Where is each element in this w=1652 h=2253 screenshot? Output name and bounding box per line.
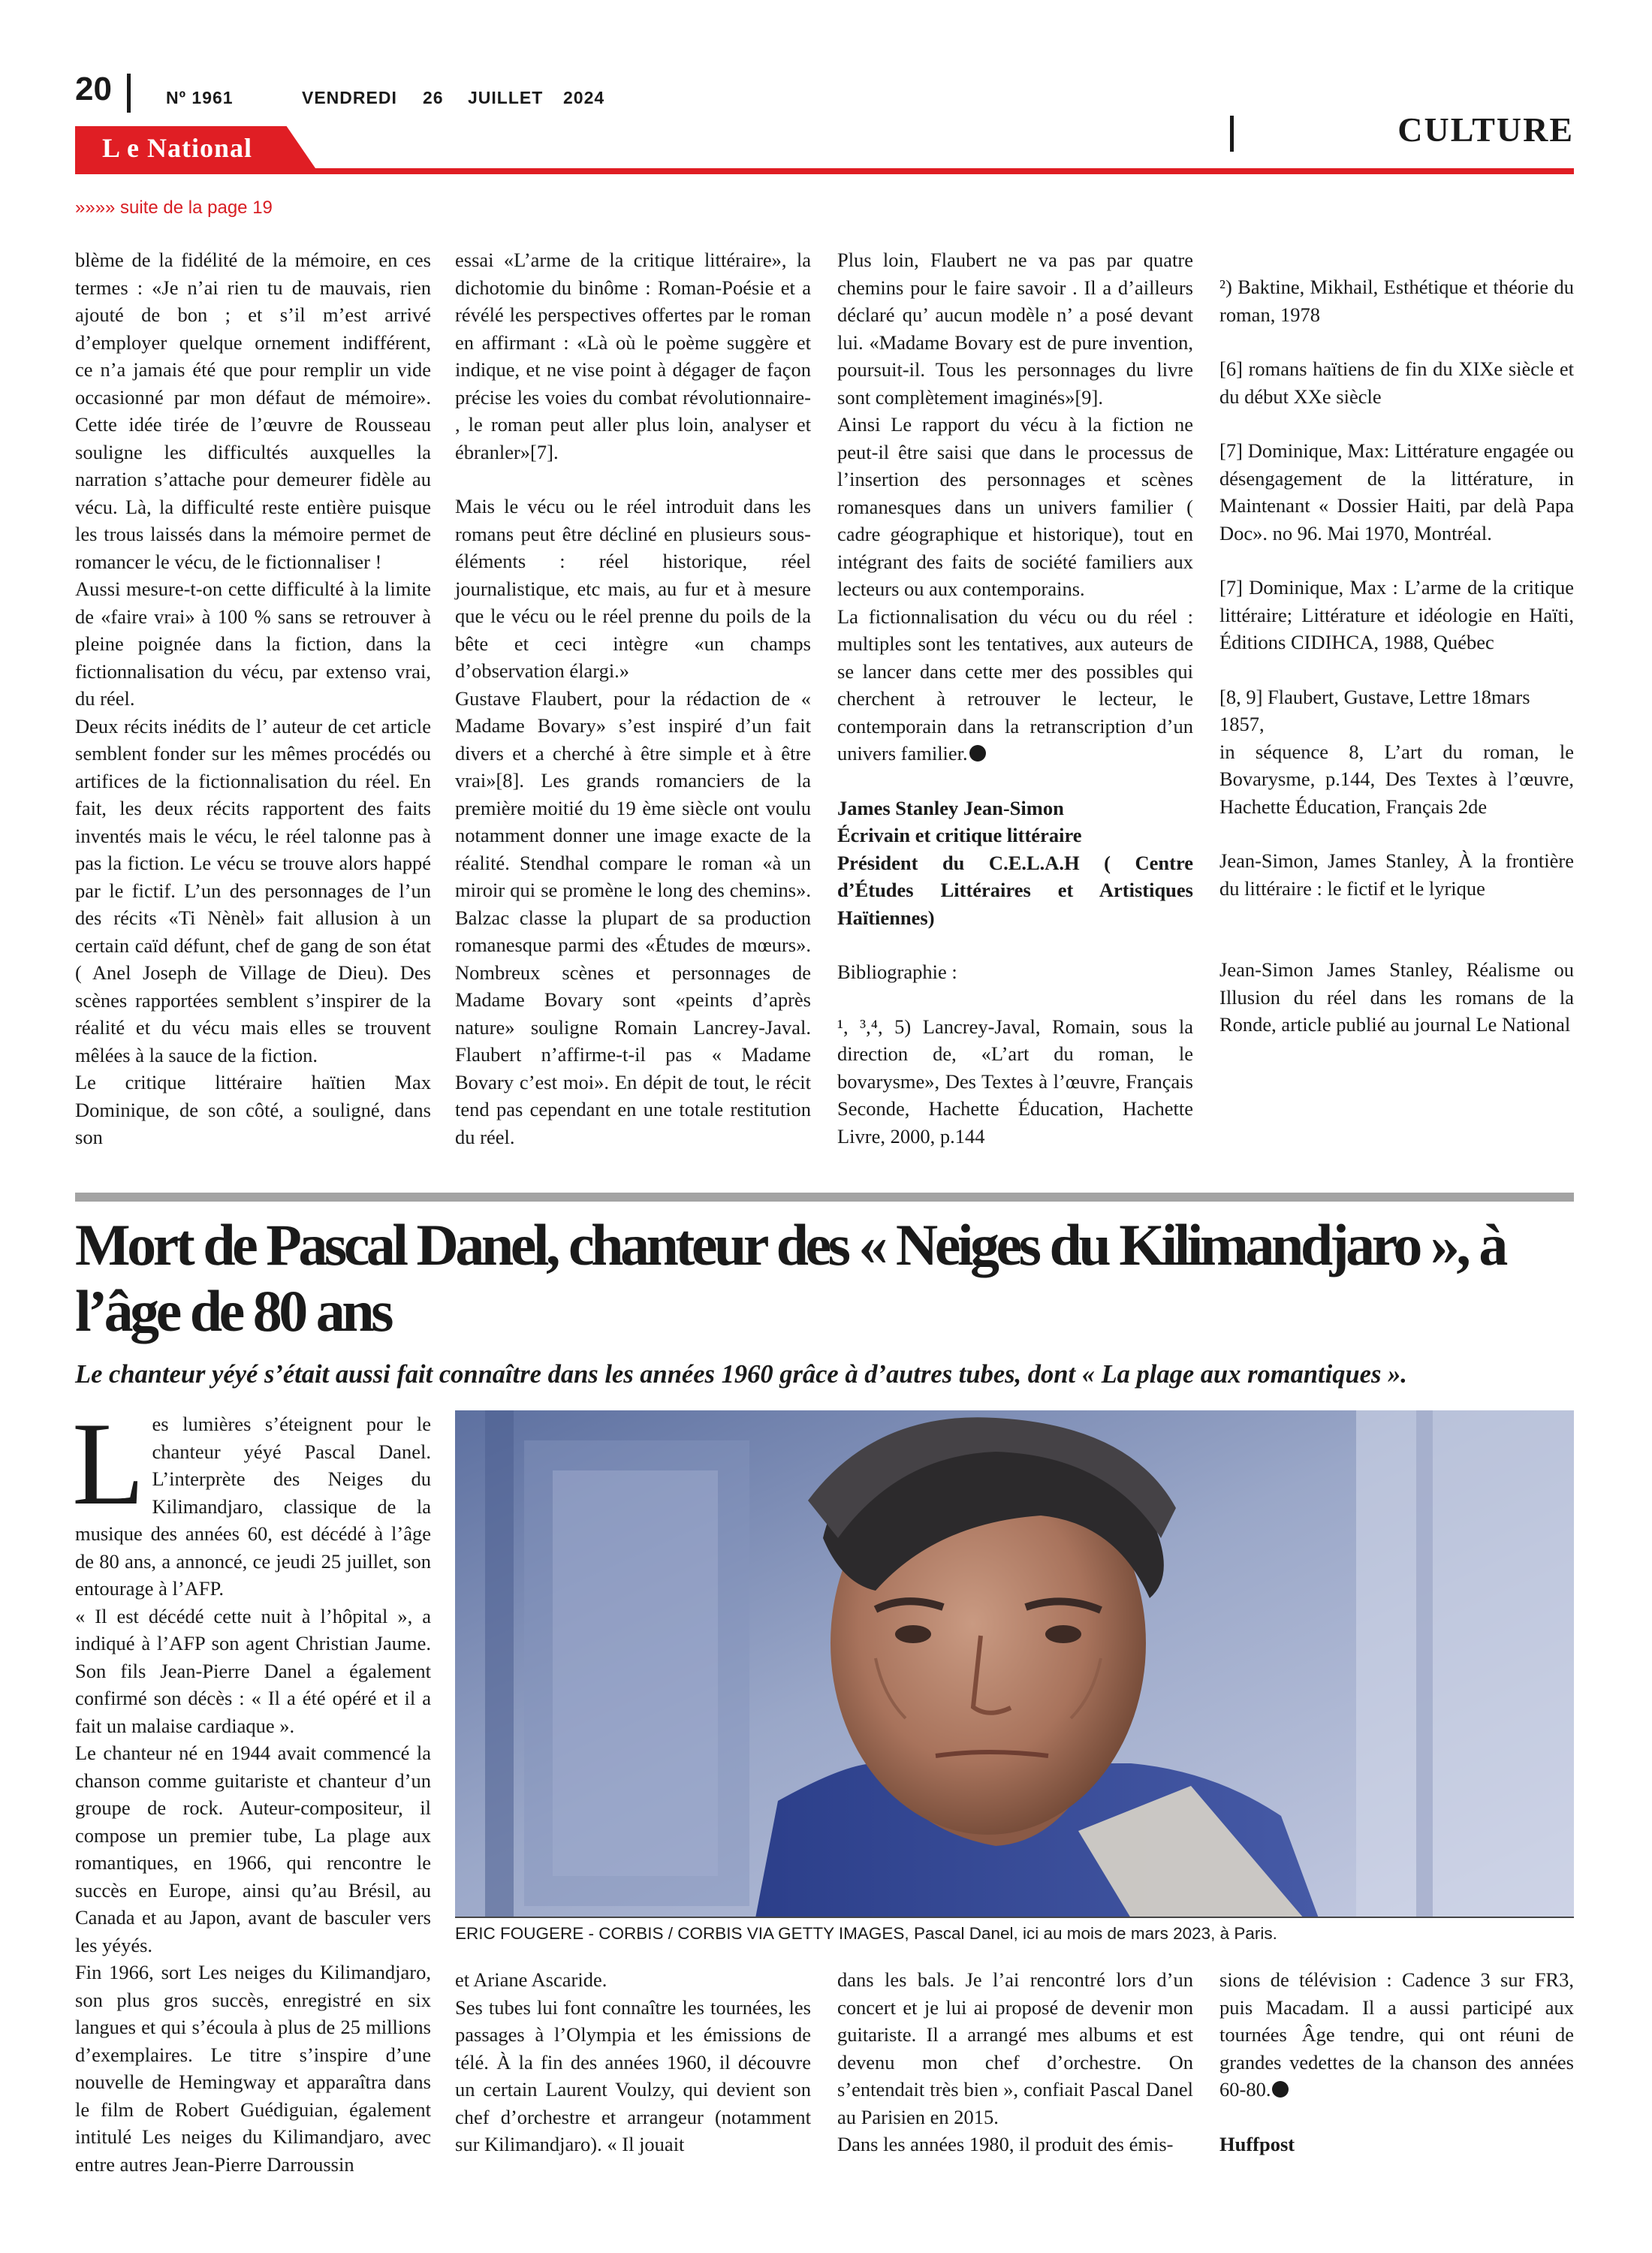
header-month: JUILLET — [468, 88, 544, 107]
header-weekday: VENDREDI — [302, 88, 397, 107]
article-headline: Mort de Pascal Danel, chanteur des « Neiges du Kilimandjaro », à l’âge de 80 ans — [75, 1212, 1505, 1344]
newspaper-logo: L e National — [102, 133, 253, 163]
bibliography-entry: in séquence 8, L’art du roman, le Bovarysme, p.144, Des Textes à l’œuvre, Hachette Éducation, Français 2de — [1219, 740, 1574, 818]
article-source: Huffpost — [1219, 2132, 1295, 2155]
section-title: CULTURE — [1397, 110, 1574, 149]
issue-number: Nº 1961 — [166, 88, 234, 107]
paragraph: Plus loin, Flaubert ne va pas par quatre chemins pour le faire savoir . Il a d’ailleurs déclaré qu’ aucun modèle n’ a posé devant lui. «Madame Bovary est de pure invention, poursuit-il. Tous les personnages du livre sont complètement imaginés»[9]. — [837, 249, 1193, 409]
article1-column-3 — [837, 246, 1193, 1150]
article-divider — [75, 1193, 1574, 1202]
article2-column-2 — [455, 1966, 811, 2158]
article2-column-4 — [1219, 1966, 1574, 2158]
bibliography-entry: [8, 9] Flaubert, Gustave, Lettre 18mars 1857, — [1219, 685, 1530, 735]
paragraph-text: es lumières s’éteignent pour le chanteur yéyé Pascal Danel. L’interprète des Neiges du Kilimandjaro, classique de la musique des années 60, est décédé à l’âge de 80 ans, a annoncé, ce jeudi 25 juillet, son entourage à l’AFP. — [75, 1413, 431, 1600]
drop-cap: L — [72, 1398, 145, 1530]
end-mark-icon — [1272, 2081, 1289, 2098]
paragraph: Dans les années 1980, il produit des émis- — [837, 2133, 1174, 2155]
paragraph: Le critique littéraire haïtien Max Dominique, de son côté, a souligné, dans son — [75, 1071, 431, 1148]
portrait-photo — [455, 1410, 1574, 1918]
article2-column-3 — [837, 1966, 1193, 2158]
article2-column-1 — [72, 1398, 431, 2178]
paragraph — [837, 603, 1193, 768]
paragraph: Ainsi Le rapport du vécu à la fiction ne peut-il être saisi que dans le processus de l’insertion des personnages et scènes romanesques dans un univers familier ( cadre géographique et historique), tout en intégrant des faits de société familiers aux lecteurs ou aux contemporains. — [837, 413, 1193, 600]
bibliography-entry: [7] Dominique, Max: Littérature engagée ou désengagement de la littérature, in Maintenant « Dossier Haiti, par delà Papa Doc». no 96. Mai 1970, Montréal. — [1219, 439, 1574, 544]
paragraph: Mais le vécu ou le réel introduit dans les romans peut être décliné en plusieurs sous-éléments : réel historique, réel journalistique, etc mais, au fur et à mesure que le vécu ou le réel prenne du poils de la bête et ceci intègre «un champs d’observation élargi.» — [455, 495, 811, 682]
paragraph: Ses tubes lui font connaître les tournées, les passages à l’Olympia et les émissions de télé. À la fin des années 1960, il découvre un certain Laurent Voulzy, qui devient son chef d’orchestre et arrangeur (notamment sur Kilimandjaro). « Il jouait — [455, 1995, 811, 2155]
author-name: James Stanley Jean-Simon — [837, 796, 1064, 819]
paragraph — [72, 1398, 431, 1603]
bibliography-title: Bibliographie : — [837, 961, 957, 983]
header-year: 2024 — [563, 88, 605, 107]
paragraph: Fin 1966, sort Les neiges du Kilimandjaro, son plus gros succès, enregistré en six langues et qui s’écoula à plus de 25 millions d’exemplaires. Le titre s’inspire d’une nouvelle de Hemingway et apparaîtra dans le film de Robert Guédiguian, également intitulé Les neiges du Kilimandjaro, avec entre autres Jean-Pierre Darroussin — [75, 1961, 431, 2176]
paragraph: Le chanteur né en 1944 avait commencé la chanson comme guitariste et chanteur d’un groupe de rock. Auteur-compositeur, il compose un premier tube, La plage aux romantiques, en 1966, qui rencontre le succès en Europe, ainsi qu’au Brésil, au Canada et au Japon, avant de basculer vers les yéyés. — [75, 1742, 431, 1956]
bibliography-entry: ²) Baktine, Mikhail, Esthétique et théorie du roman, 1978 — [1219, 276, 1574, 326]
caption-rule — [455, 1917, 1574, 1918]
bibliography-entry: ¹, ³,⁴, 5) Lancrey-Javal, Romain, sous la direction de, «L’art du roman, le bovarysme», Des Textes à l’œuvre, Français Seconde, Hachette Éducation, Hachette Livre, 2000, p.144 — [837, 1015, 1193, 1148]
paragraph: Aussi mesure-t-on cette difficulté à la limite de «faire vrai» à 100 % sans se retrouver à pleine poignée dans la fiction, dans la fictionnalisation du vécu, par extenso vrai, du réel. — [75, 578, 431, 710]
bibliography-entry: Jean-Simon James Stanley, Réalisme ou Illusion du réel dans les romans de la Ronde, article publié au journal Le National — [1219, 958, 1574, 1036]
paragraph-text: sions de télévision : Cadence 3 sur FR3, puis Macadam. Il a aussi participé aux tournées Âge tendre, qui ont réuni de grandes vedettes de la chanson des années 60-80. — [1219, 1968, 1574, 2101]
article1-column-1 — [75, 246, 431, 1151]
page-number: 20 — [75, 71, 112, 107]
photo-caption: ERIC FOUGERE - CORBIS / CORBIS VIA GETTY IMAGES, Pascal Danel, ici au mois de mars 2023, à Paris. — [455, 1924, 1277, 1943]
article1-column-2 — [455, 246, 811, 1151]
bibliography-entry: Jean-Simon, James Stanley, À la frontière du littéraire : le fictif et le lyrique — [1219, 849, 1574, 900]
bibliography-entry: [6] romans haïtiens de fin du XIXe siècle et du début XXe siècle — [1219, 357, 1574, 408]
author-title: Écrivain et critique littéraire — [837, 824, 1082, 846]
paragraph: essai «L’arme de la critique littéraire», la dichotomie du binôme : Roman-Poésie et a révélé les perspectives offertes par le roman en affirmant : «Là où le poème suggère et indique, et ne vise point à dégager de façon précise les voies du combat révolutionnaire- , le roman peut aller plus loin, analyser et ébranler»[7]. — [455, 249, 811, 463]
header-day: 26 — [423, 88, 444, 107]
paragraph: Gustave Flaubert, pour la rédaction de « Madame Bovary» s’est inspiré d’un fait divers et a cherché à être simple et à être vrai»[8]. Les grands romanciers de la première moitié du 19 ème siècle ont voulu notamment donner une image exacte de la réalité. Stendhal compare le roman «à un miroir qui se promène le long des chemins». Balzac classe la plupart de sa production romanesque parmi des «Études de mœurs». Nombreux scènes et personnages de Madame Bovary sont «peints d’après nature» souligne Romain Lancrey-Javal. Flaubert n’affirme-t-il pas « Madame Bovary c’est moi». En dépit de tout, le récit tend pas cependant en une totale restitution du réel. — [455, 686, 811, 1148]
paragraph: dans les bals. Je l’ai rencontré lors d’un concert et je lui ai proposé de devenir mon guitariste. Il a arrangé mes albums et est devenu mon chef d’orchestre. On s’entendait très bien », confiait Pascal Danel au Parisien en 2015. — [837, 1968, 1193, 2128]
article1-column-4 — [1219, 273, 1574, 1039]
header-separator — [127, 74, 131, 113]
header-rule — [75, 168, 1574, 174]
bibliography-entry: [7] Dominique, Max : L’arme de la critique littéraire; Littérature et idéologie en Haïti, Éditions CIDIHCA, 1988, Québec — [1219, 576, 1574, 653]
paragraph: « Il est décédé cette nuit à l’hôpital », a indiqué à l’AFP son agent Christian Jaume. Son fils Jean-Pierre Danel a également confirmé son décès : « Il a été opéré et il a fait un malaise cardiaque ». — [75, 1604, 431, 1737]
author-affiliation: Président du C.E.L.A.H ( Centre d’Études Littéraires et Artistiques Haïtiennes) — [837, 851, 1193, 929]
paragraph — [1219, 1966, 1574, 2104]
continued-from: »»»» suite de la page 19 — [75, 198, 273, 218]
end-mark-icon — [969, 745, 986, 762]
paragraph-text: La fictionnalisation du vécu ou du réel : multiples sont les tentatives, aux auteurs de se lancer dans cette mer des possibles qui cherchent à retrouver le lecteur, le contemporain dans la retranscription d’un univers familier. — [837, 605, 1193, 765]
section-separator — [1230, 116, 1234, 152]
paragraph: et Ariane Ascaride. — [455, 1968, 607, 1991]
article-subheadline: Le chanteur yéyé s’était aussi fait connaître dans les années 1960 grâce à d’autres tubes, dont « La plage aux romantiques ». — [75, 1360, 1407, 1389]
paragraph: blème de la fidélité de la mémoire, en ces termes : «Je n’ai rien tu de mauvais, rien ajouté de bon ; et s’il m’est arrivé d’employer quelque ornement indifférent, ce n’a jamais été que pour remplir un vide occasionné par mon défaut de mémoire». Cette idée tirée de l’œuvre de Rousseau souligne les difficultés auxquelles la narration s’attache pour demeurer fidèle au vécu. Là, la difficulté reste entière puisque les trous laissés dans la mémoire permet de romancer le vécu, de le fictionnaliser ! — [75, 249, 431, 573]
paragraph: Deux récits inédits de l’ auteur de cet article semblent fonder sur les mêmes procédés ou artifices de la fictionnalisation du réel. En fait, les deux récits rapportent des faits inventés mais le vécu, le réel talonne pas à pas la fiction. Le vécu se trouve alors happé par le fictif. L’un des personnages de l’un des récits «Ti Nènèl» fait allusion à un certain caïd défunt, chef de gang de son état ( Anel Joseph de Village de Dieu). Des scènes rapportées semblent s’inspirer de la réalité et du vécu mais elles se trouvent mêlées à la sauce de la fiction. — [75, 714, 431, 1066]
